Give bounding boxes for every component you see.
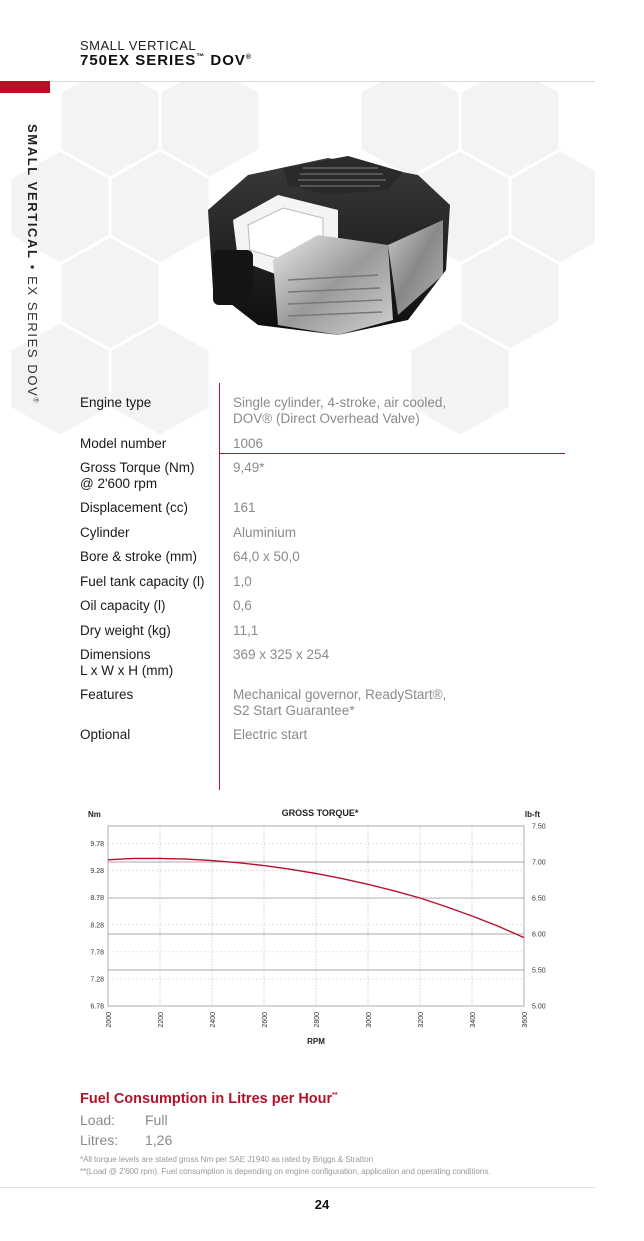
spec-value-line: DOV® (Direct Overhead Valve) [233, 411, 420, 426]
spec-value-bore-stroke: 64,0 x 50,0 [233, 549, 300, 564]
chart-ylabel-right: lb-ft [524, 810, 540, 819]
title-dov: DOV [205, 52, 246, 69]
fuel-load-label: Load: [80, 1112, 116, 1128]
spec-label-line: Gross Torque (Nm) [80, 460, 195, 475]
spec-value-model-number: 1006 [233, 436, 264, 451]
chart-title: GROSS TORQUE* [281, 808, 359, 818]
spec-label-displacement: Displacement (cc) [80, 500, 189, 515]
spec-label-bore-stroke: Bore & stroke (mm) [80, 549, 198, 564]
page-title [80, 52, 252, 69]
fuel-litres-value: 1,26 [145, 1132, 173, 1148]
side-label-rest: EX SERIES DOV [25, 276, 40, 398]
spec-label-fuel-tank: Fuel tank capacity (l) [80, 574, 205, 589]
fuel-litres-label: Litres: [80, 1132, 119, 1148]
chart-y-left-tick-label: 8.78 [90, 895, 104, 903]
title-main: 750EX SERIES [80, 52, 197, 69]
chart-y-left-tick-label: 7.78 [90, 949, 104, 957]
registered-mark: ® [245, 54, 253, 61]
spec-value-line: Single cylinder, 4-stroke, air cooled, [233, 395, 447, 410]
spec-value-dimensions: 369 x 325 x 254 [233, 647, 330, 662]
chart-x-tick-label: 2600 [262, 1012, 269, 1028]
footnote-fuel: **(Load @ 2'600 rpm). Fuel consumption is depending on engine configuration, application and operating conditions. [80, 1167, 491, 1176]
spec-value-dry-weight: 11,1 [233, 623, 259, 638]
spec-table-horizontal-rule [220, 453, 565, 454]
spec-value-fuel-tank: 1,0 [233, 574, 252, 589]
spec-value-engine-type [233, 395, 446, 427]
spec-value-optional: Electric start [233, 727, 308, 742]
chart-x-tick-label: 2200 [158, 1012, 165, 1028]
footnote-torque: *All torque levels are stated gross Nm per SAE J1940 as rated by Briggs & Stratton [80, 1155, 374, 1164]
spec-value-cylinder: Aluminium [233, 525, 297, 540]
chart-y-left-tick-label: 9.28 [90, 868, 104, 876]
header-kicker: SMALL VERTICAL [80, 38, 197, 53]
fuel-title-text: Fuel Consumption in Litres per Hour [80, 1091, 333, 1107]
fuel-title-mark: ** [332, 1092, 338, 1100]
gross-torque-chart [70, 800, 570, 1060]
chart-x-tick-label: 3600 [522, 1012, 529, 1028]
spec-label-dimensions [80, 647, 173, 679]
chart-y-left-tick-label: 7.28 [90, 976, 104, 984]
side-label-separator: • [25, 259, 40, 277]
chart-x-tick-label: 2000 [106, 1012, 113, 1028]
chart-y-right-tick-label: 6.00 [532, 931, 546, 939]
chart-grid [108, 826, 524, 1006]
side-label-bold: SMALL VERTICAL [25, 124, 40, 260]
chart-y-right-tick-label: 5.50 [532, 967, 546, 975]
spec-label-model-number: Model number [80, 436, 167, 451]
page-number: 24 [314, 1197, 330, 1212]
chart-ylabel-left: Nm [88, 810, 101, 819]
spec-label-optional: Optional [80, 727, 131, 742]
spec-value-displacement: 161 [233, 500, 256, 515]
engine-product-image [188, 150, 458, 340]
chart-y-left-tick-label: 8.28 [90, 922, 104, 930]
spec-value-oil-capacity: 0,6 [233, 598, 252, 613]
spec-label-engine-type: Engine type [80, 395, 152, 410]
chart-x-tick-label: 3200 [418, 1012, 425, 1028]
trademark-mark: ™ [196, 52, 206, 61]
chart-ticks [90, 824, 545, 1028]
spec-label-cylinder: Cylinder [80, 525, 130, 540]
spec-label-features: Features [80, 687, 134, 702]
footer-divider [0, 1187, 595, 1188]
chart-y-right-tick-label: 5.00 [532, 1003, 546, 1011]
chart-x-tick-label: 3400 [470, 1012, 477, 1028]
side-section-label [25, 124, 40, 404]
chart-y-left-tick-label: 6.78 [90, 1003, 104, 1011]
chart-x-tick-label: 3000 [366, 1012, 373, 1028]
chart-y-right-tick-label: 7.00 [532, 859, 546, 867]
fuel-load-value: Full [145, 1112, 168, 1128]
side-label-reg: ® [31, 397, 39, 405]
spec-label-line: @ 2'600 rpm [80, 476, 158, 491]
spec-label-gross-torque [80, 460, 195, 492]
spec-table-vertical-rule [219, 383, 220, 790]
fuel-title [80, 1091, 338, 1107]
spec-value-line: Mechanical governor, ReadyStart®, [233, 687, 447, 702]
spec-label-dry-weight: Dry weight (kg) [80, 623, 171, 638]
spec-label-line: L x W x H (mm) [80, 663, 174, 678]
chart-y-right-tick-label: 7.50 [532, 823, 546, 831]
chart-x-tick-label: 2800 [314, 1012, 321, 1028]
spec-value-gross-torque: 9,49* [233, 460, 265, 475]
spec-label-oil-capacity: Oil capacity (l) [80, 598, 166, 613]
chart-y-right-tick-label: 6.50 [532, 895, 546, 903]
spec-label-line: Dimensions [80, 647, 151, 662]
chart-y-left-tick-label: 9.78 [90, 841, 104, 849]
spec-value-line: S2 Start Guarantee* [233, 703, 355, 718]
chart-x-tick-label: 2400 [210, 1012, 217, 1028]
spec-value-features [233, 687, 446, 719]
chart-xlabel: RPM [307, 1037, 325, 1046]
